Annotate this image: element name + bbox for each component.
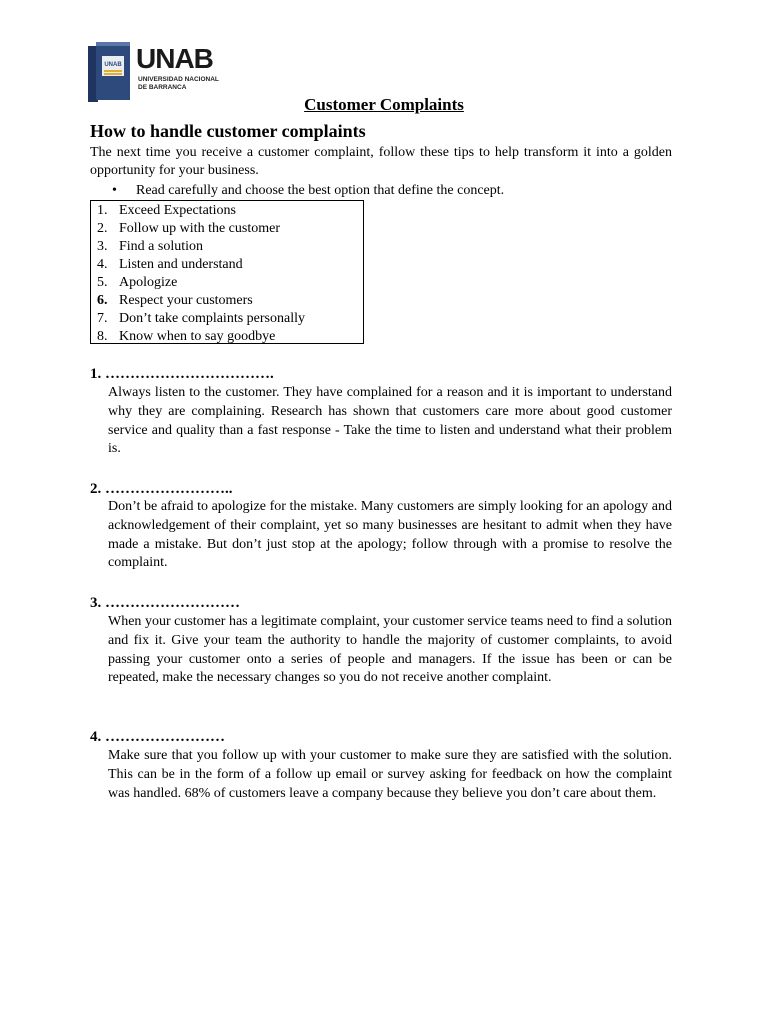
question-4-text: Make sure that you follow up with your customer to make sure they are satisfied with the solution. This can be in the form of a follow up email or survey asking for feedback on how the complaint was handled. 68% of customers leave a company because they believe you don’t care about them. xyxy=(108,748,672,801)
option-number: 3. xyxy=(97,239,108,254)
option-item xyxy=(91,310,363,328)
question-1-blank[interactable]: 1. ……………………………. xyxy=(90,366,274,382)
option-item xyxy=(91,274,363,292)
option-text: Know when to say goodbye xyxy=(119,329,276,344)
bullet-icon: • xyxy=(112,183,117,198)
option-number: 2. xyxy=(97,221,108,236)
question-2-text: Don’t be afraid to apologize for the mistake. Many customers are simply looking for an apology and acknowledgement of their complaint, yet so many businesses are hesitant to admit when they have made a mistake. But don’t just stop at the apology; follow through with a promise to resolve the complaint. xyxy=(108,499,672,571)
question-3-blank[interactable]: 3. ……………………… xyxy=(90,595,240,611)
option-text: Follow up with the customer xyxy=(119,221,280,236)
document-title: Customer Complaints xyxy=(304,95,464,114)
question-3-text: When your customer has a legitimate complaint, your customer service teams need to find a solution and fix it. Give your team the authority to handle the majority of customer complaints, to avoid passing your customer onto a series of people and managers. If the issue has been or can be repeated, make the necessary changes so you do not receive another complaint. xyxy=(108,614,672,686)
option-text: Listen and understand xyxy=(119,257,243,272)
logo-wordmark: UNAB xyxy=(136,43,213,74)
option-number: 5. xyxy=(97,275,108,290)
option-text: Exceed Expectations xyxy=(119,203,237,218)
logo-subtitle-line2: DE BARRANCA xyxy=(138,84,187,91)
option-item xyxy=(91,292,363,310)
option-number: 6. xyxy=(97,293,108,308)
instruction-text: Read carefully and choose the best option that define the concept. xyxy=(136,183,505,198)
option-item xyxy=(91,202,363,220)
option-item xyxy=(91,256,363,274)
question-2-blank[interactable]: 2. …………………….. xyxy=(90,481,233,497)
option-number: 4. xyxy=(97,257,108,272)
section-heading: How to handle customer complaints xyxy=(90,121,366,141)
options-box xyxy=(90,200,364,344)
option-number: 1. xyxy=(97,203,108,218)
logo-subtitle-line1: UNIVERSIDAD NACIONAL xyxy=(138,76,219,83)
option-number: 7. xyxy=(97,311,108,326)
option-item xyxy=(91,238,363,256)
option-text: Don’t take complaints personally xyxy=(119,311,305,326)
svg-text:UNAB: UNAB xyxy=(104,62,122,68)
option-number: 8. xyxy=(97,329,108,344)
option-item xyxy=(91,328,363,346)
intro-paragraph: The next time you receive a customer complaint, follow these tips to help transform it into a golden opportunity for your business. xyxy=(90,145,672,178)
option-text: Find a solution xyxy=(119,239,204,254)
option-text: Apologize xyxy=(119,275,178,290)
option-item xyxy=(91,220,363,238)
option-text: Respect your customers xyxy=(119,293,253,308)
question-1-text: Always listen to the customer. They have complained for a reason and it is important to understand why they are complaining. Research has shown that customers care more about good customer service and quality than a fast response - Take the time to listen and understand what their problem is. xyxy=(108,385,672,457)
instruction-line xyxy=(112,182,504,200)
question-4-blank[interactable]: 4. …………………… xyxy=(90,729,225,745)
